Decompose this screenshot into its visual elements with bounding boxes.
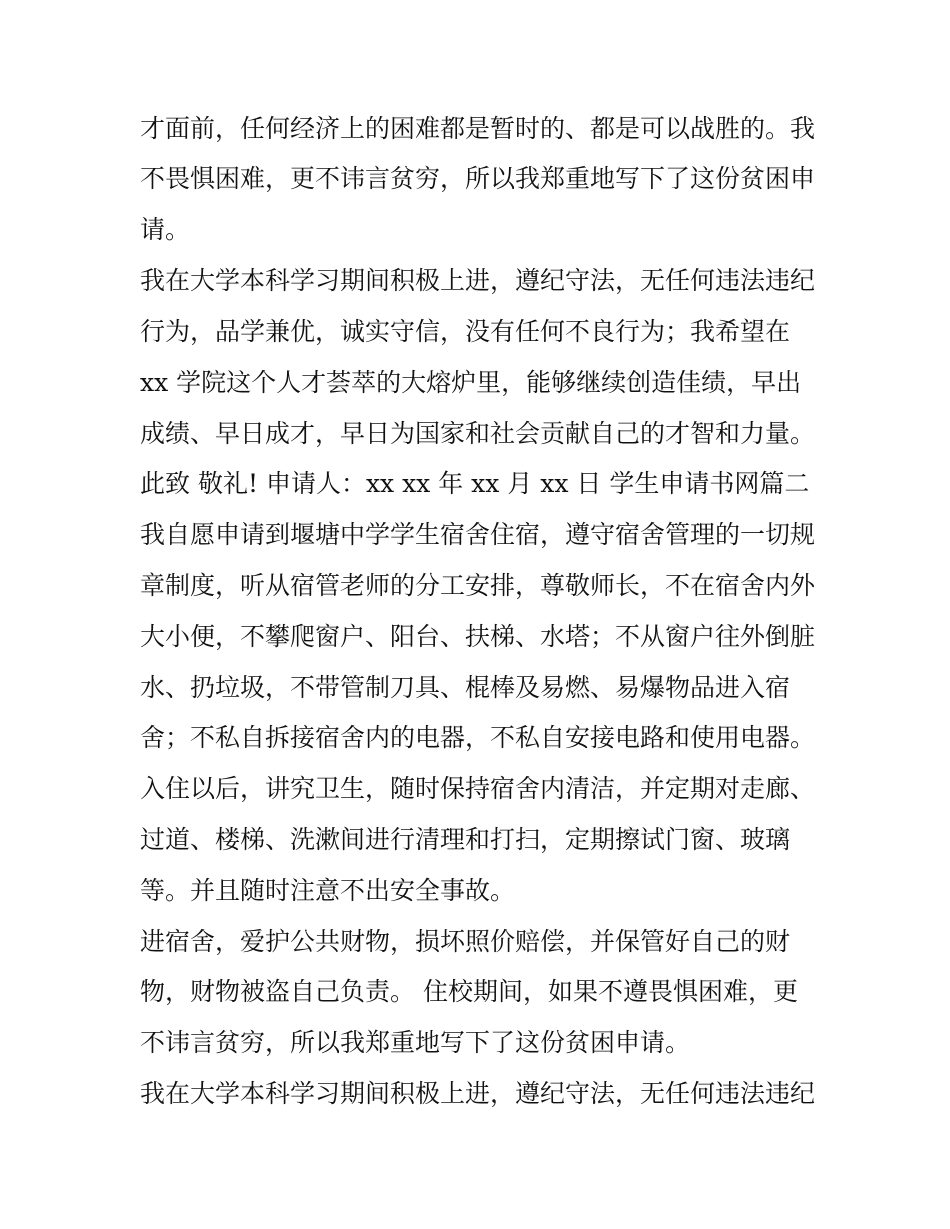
text-line: 不畏惧困难，更不讳言贫穷，所以我郑重地写下了这份贫困申 [140, 164, 816, 193]
text-line: 此致 敬礼! 申请人：xx xx 年 xx 月 xx 日 学生申请书网篇二 [140, 469, 810, 498]
text-line: 物，财物被盗自己负责。 住校期间，如果不遵畏惧困难，更 [140, 977, 798, 1006]
text-line: 入住以后，讲究卫生，随时保持宿舍内清洁，并定期对走廊、 [140, 774, 816, 803]
text-line: 大小便，不攀爬窗户、阳台、扶梯、水塔；不从窗户往外倒脏 [140, 622, 816, 651]
text-line: 请。 [140, 215, 191, 244]
text-line: 章制度，听从宿管老师的分工安排，尊敬师长，不在宿舍内外 [140, 571, 816, 600]
text-line: 成绩、早日成才，早日为国家和社会贡献自己的才智和力量。 [140, 419, 816, 448]
text-line: 进宿舍，爱护公共财物，损坏照价赔偿，并保管好自己的财 [140, 927, 791, 956]
text-line: 舍；不私自拆接宿舍内的电器，不私自安接电路和使用电器。 [140, 723, 816, 752]
text-line: 才面前，任何经济上的困难都是暂时的、都是可以战胜的。我 [140, 114, 816, 143]
text-line: 我自愿申请到堰塘中学学生宿舍住宿，遵守宿舍管理的一切规 [140, 520, 816, 549]
text-line: 行为，品学兼优，诚实守信，没有任何不良行为；我希望在 [140, 317, 791, 346]
text-line: 等。并且随时注意不出安全事故。 [140, 876, 516, 905]
text-line: 水、扔垃圾，不带管制刀具、棍棒及易燃、易爆物品进入宿 [140, 673, 791, 702]
text-line: 我在大学本科学习期间积极上进，遵纪守法，无任何违法违纪 [140, 266, 816, 295]
text-line: xx 学院这个人才荟萃的大熔炉里，能够继续创造佳绩，早出 [140, 368, 802, 397]
text-line: 我在大学本科学习期间积极上进，遵纪守法，无任何违法违纪 [140, 1079, 816, 1108]
text-line: 不讳言贫穷，所以我郑重地写下了这份贫困申请。 [140, 1028, 691, 1057]
text-line: 过道、楼梯、洗漱间进行清理和打扫，定期擦试门窗、玻璃 [140, 825, 791, 854]
